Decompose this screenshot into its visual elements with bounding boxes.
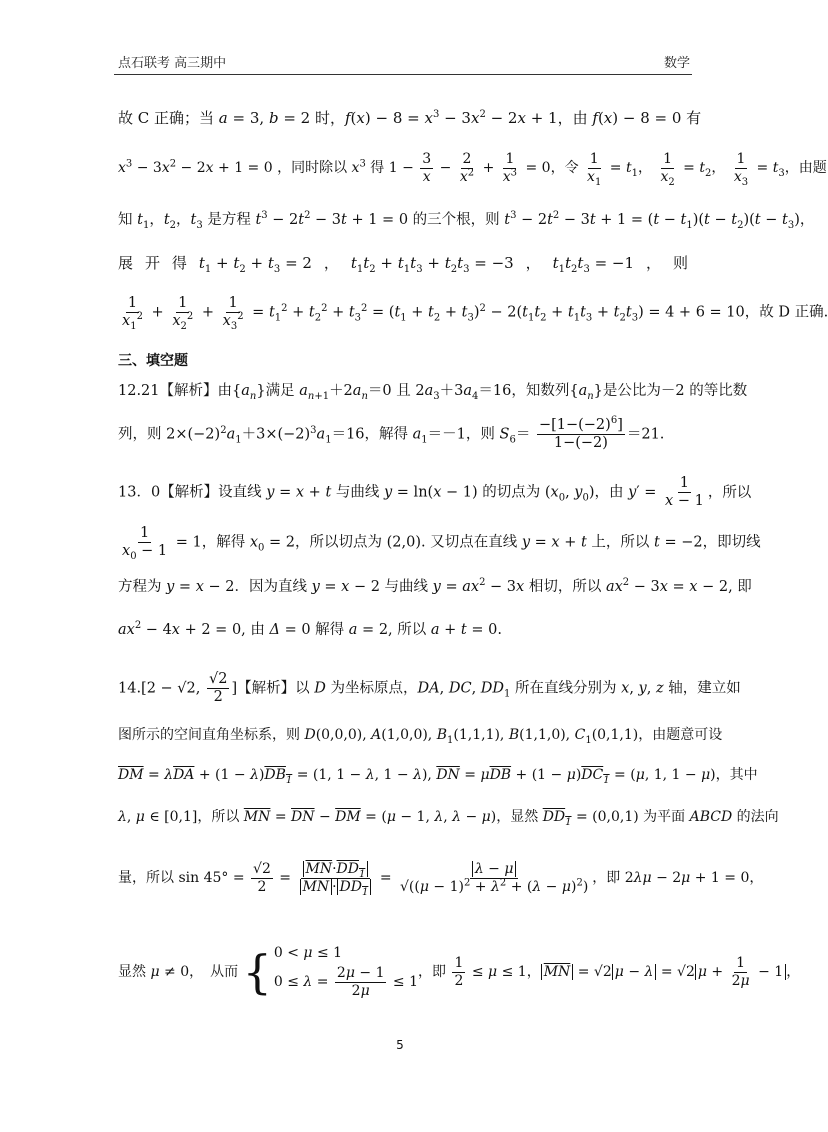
header-rule bbox=[114, 74, 692, 75]
q14-line-1: 14.[2 − √2, $\frac{√2}{2}$ ]【解析】以 D 为坐标原点，DA, DC, $DD_1$ 所在直线分别为 x, y, z 轴，建立如 bbox=[118, 671, 741, 706]
text-line-1: 故 C 正确；当 a = 3, b = 2 时， $f(x) - 8 = x^3 - 3x^2 - 2x + 1$， 由 f(x) − 8 = 0 有 bbox=[118, 109, 702, 127]
q13-line-2: $\frac{1}{x_0 - 1}$ = 1，解得 $x_0 = 2$，所以切点为 (2,0). 又切点在直线 y = x + t 上，所以 t = −2，即切线 bbox=[122, 525, 761, 563]
q12-line-1: 12.21【解析】由$\{a_n\}$满足 $a_{n+1}+2a_n=0$ 且 $2a_3+3a_4=16$，知数列$\{a_n\}$是公比为－2 的等比数 bbox=[118, 383, 748, 402]
text-line-2: $x^3 - 3x^2 - 2x + 1 = 0$ ，同时除以 $x^3$ 得 1 − $\frac{3}{x}$ − $\frac{2}{x^2}$ + $\frac{1}{x^3}$ = 0，令 $\frac{1}{x_1}$ = $t_1$， $\frac{1}{x_2}$ = $t_2$， $\frac{1}{x_3}$ = $t_3$，由题 bbox=[118, 151, 827, 188]
q14-line-3: $\overline{DM} = \lambda\overline{DA} + (1 - \lambda)DB_1 = (1$, 1 − λ, 1 − λ), $\overline{DN} = \mu\overline{DB} + (1 - \mu)DC_1 = (\mu$, 1, 1 − μ)，其中 bbox=[118, 767, 758, 786]
header-right: 数学 bbox=[663, 56, 690, 71]
q13-line-1: 13．0【解析】设直线 y = x + t 与曲线 y = ln(x − 1) 的切点为 ($x_0$, $y_0$)，由 y′ = $\frac{1}{x - 1}$ ， 所以 bbox=[118, 475, 752, 510]
q14-line-5: 量，所以 sin 45° = $\frac{√2}{2}$ = $\frac{\overline{MN}\cdot DD_1}{\overline{MN} \cdot DD_1}$ = $\frac{\lambda - \mu}{√((\mu - 1)^2 + \lambda^2 + (\lambda - \mu)^2)}$ ，即 2λμ − 2μ + 1 = 0， bbox=[118, 861, 764, 898]
q14-line-6: 显然 μ ≠ 0， 从而 { 0 < μ ≤ 1 0 ≤ λ = $\frac{2\mu - 1}{2\mu}$ ≤ 1 ，即 $\frac{1}{2}$ ≤ μ ≤ 1， $\overline{MN} = √2$ μ − λ = √2 μ + $\frac{1}{2\mu}$ − 1 ， bbox=[118, 945, 801, 1000]
q14-line-4: λ, μ ∈ [0,1]，所以 $\overline{MN} = \overline{DN} - \overline{DM} = (\mu - 1$, λ, λ − μ)，显然 $DD_1 = (0,0,1)$ 为平面 ABCD 的法向 bbox=[118, 809, 779, 828]
q14-line-2: 图所示的空间直角坐标系，则 D(0,0,0), A(1,0,0), $B_1(1,1,1)$, B(1,1,0), $C_1(0,1,1)$，由题意可设 bbox=[118, 727, 723, 746]
text-line-4: 展 开 得 $t_1 + t_2 + t_3 = 2$ ， $t_1t_2 + t_1t_3 + t_2t_3 = -3$ ， $t_1t_2t_3 = -1$ ， 则 bbox=[118, 254, 688, 275]
q13-line-4: $ax^2 - 4x + 2 = 0$, 由 Δ = 0 解得 a = 2, 所以 a + t = 0. bbox=[118, 620, 502, 638]
q12-line-2: 列，则 $2\times(-2)^2a_1+3\times(-2)^3a_1=16$，解得 $a_1=-1$，则 $S_6=$ $\frac{-[1-(-2)^6]}{1-(-2)}$ ＝21. bbox=[118, 415, 665, 452]
header-left: 点石联考 高三期中 bbox=[118, 56, 227, 71]
page-number: 5 bbox=[396, 1038, 404, 1052]
section-heading: 三、填空题 bbox=[118, 353, 188, 369]
text-line-5: $\frac{1}{x_1^2}$ + $\frac{1}{x_2^2}$ + $\frac{1}{x_3^2}$ = $t_1^2 + t_2^2 + t_3^2 = (t_1 + t_2 + t_3)^2 - 2(t_1t_2 + t_1t_3 + t_2t_3) = 4 + 6 = 10$，故 D 正确. bbox=[122, 295, 828, 333]
q13-line-3: 方程为 y = x − 2．因为直线 y = x − 2 与曲线 $y = ax^2 - 3x$ 相切，所以 $ax^2 - 3x = x - 2$, 即 bbox=[118, 577, 752, 595]
text-line-3: 知 $t_1$，$t_2$，$t_3$ 是方程 $t^3 - 2t^2 - 3t + 1 = 0$ 的三个根，则 $t^3 - 2t^2 - 3t + 1 = (t - t_1)(t - t_2)(t - t_3)$， bbox=[118, 210, 815, 231]
